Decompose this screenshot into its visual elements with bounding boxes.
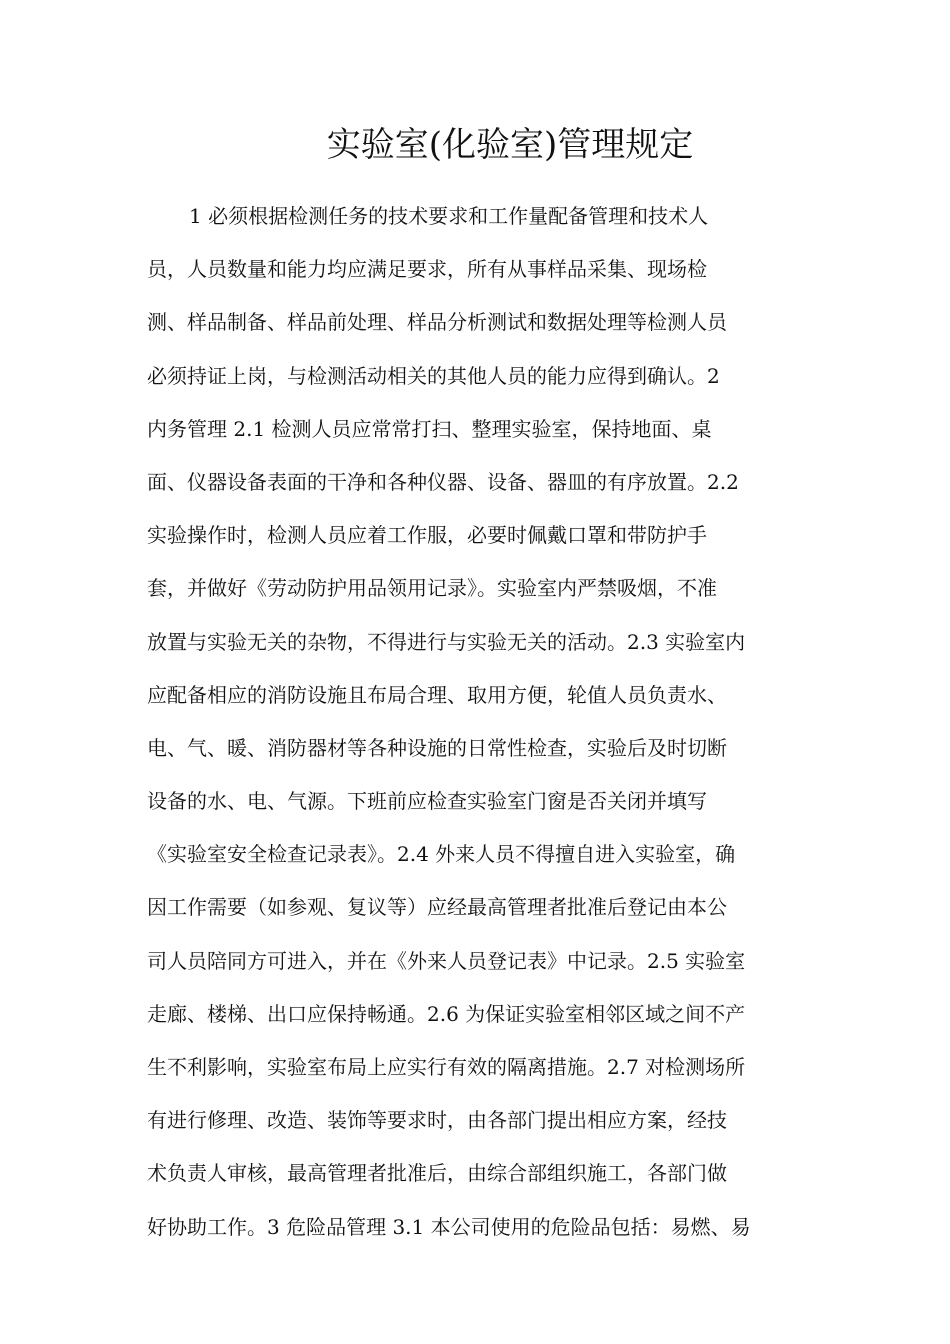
body-line: 套，并做好《劳动防护用品领用记录》。实验室内严禁吸烟，不准 (147, 576, 717, 601)
body-line: 因工作需要（如参观、复议等）应经最高管理者批准后登记由本公 (147, 895, 727, 920)
body-line: 有进行修理、改造、装饰等要求时，由各部门提出相应方案，经技 (147, 1108, 727, 1133)
body-line: 面、仪器设备表面的干净和各种仪器、设备、器皿的有序放置。2.2 (147, 469, 739, 494)
body-line: 生不利影响，实验室布局上应实行有效的隔离措施。2.7 对检测场所 (147, 1055, 746, 1079)
document-title: 实验室(化验室)管理规定 (326, 125, 694, 165)
body-line: 好协助工作。3 危险品管理 3.1 本公司使用的危险品包括：易燃、易 (147, 1214, 751, 1239)
body-line: 员，人员数量和能力均应满足要求，所有从事样品采集、现场检 (147, 257, 707, 282)
body-line: 必须持证上岗，与检测活动相关的其他人员的能力应得到确认。2 (147, 363, 720, 388)
body-line: 走廊、楼梯、出口应保持畅通。2.6 为保证实验室相邻区域之间不产 (147, 1001, 746, 1026)
body-line: 测、样品制备、样品前处理、样品分析测试和数据处理等检测人员 (147, 310, 727, 335)
body-line: 设备的水、电、气源。下班前应检查实验室门窗是否关闭并填写 (147, 789, 707, 814)
body-line: 应配备相应的消防设施且布局合理、取用方便，轮值人员负责水、 (147, 682, 727, 707)
body-line: 《实验室安全检查记录表》。2.4 外来人员不得擅自进入实验室，确 (147, 842, 736, 867)
body-line: 电、气、暖、消防器材等各种设施的日常性检查，实验后及时切断 (147, 735, 727, 760)
body-line: 1 必须根据检测任务的技术要求和工作量配备管理和技术人 (189, 204, 709, 228)
document-body (147, 194, 827, 1258)
body-line: 放置与实验无关的杂物，不得进行与实验无关的活动。2.3 实验室内 (147, 629, 746, 654)
body-line: 实验操作时，检测人员应着工作服，必要时佩戴口罩和带防护手 (147, 523, 707, 548)
body-line: 术负责人审核，最高管理者批准后，由综合部组织施工，各部门做 (147, 1161, 727, 1186)
body-line: 内务管理 2.1 检测人员应常常打扫、整理实验室，保持地面、桌 (147, 416, 712, 441)
body-line: 司人员陪同方可进入，并在《外来人员登记表》中记录。2.5 实验室 (147, 948, 746, 973)
